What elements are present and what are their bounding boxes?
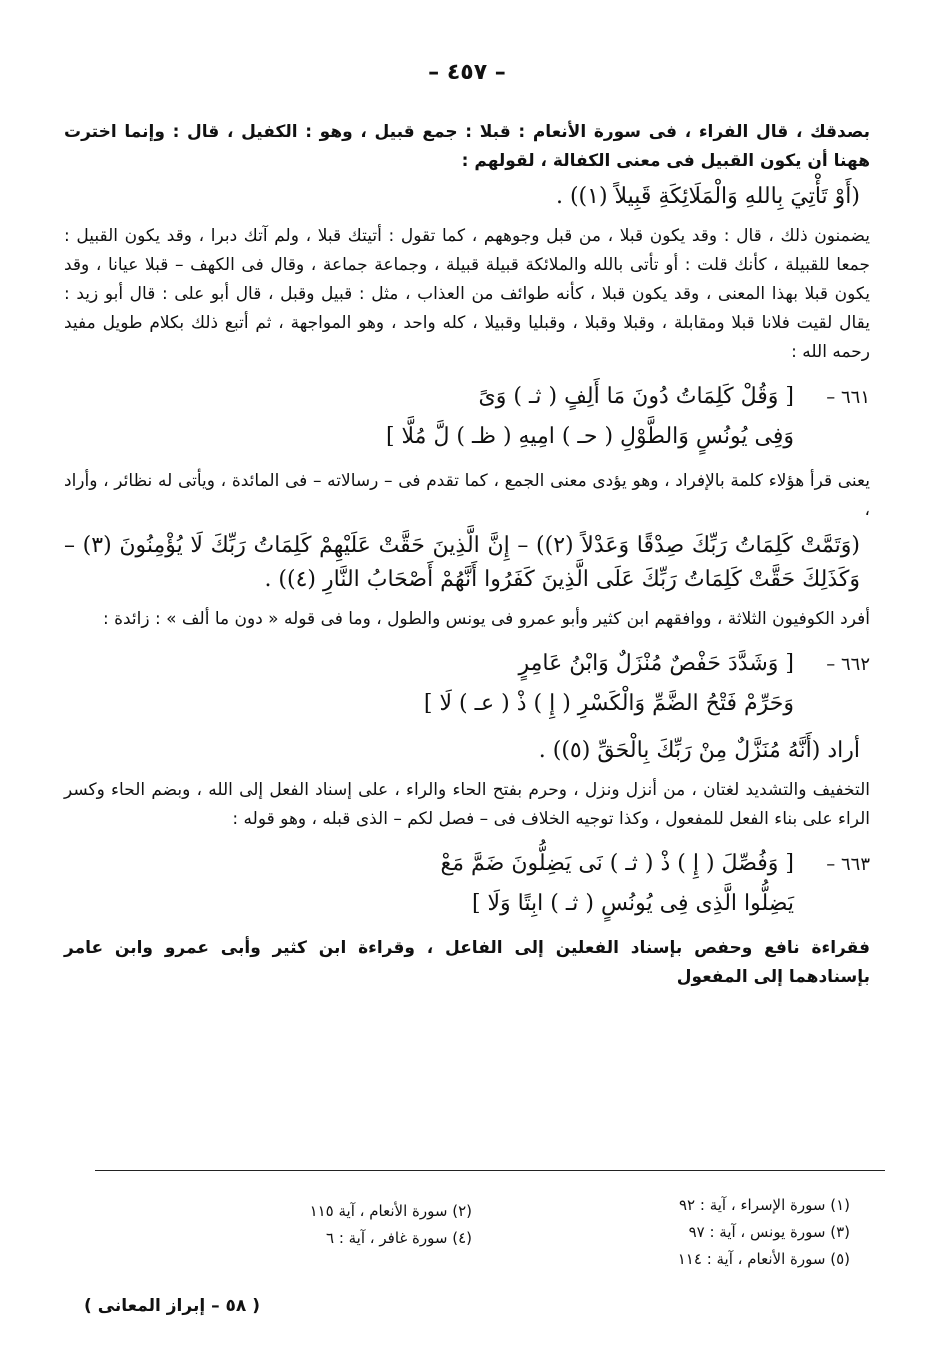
paragraph-6: فقراءة نافع وحفص بإسناد الفعلين إلى الفاعل ، وقراءة ابن كثير وأبى عمرو وابن عامر بإسنادهما إلى المفعول [64, 938, 870, 987]
main-text [64, 118, 870, 996]
footnote-3: (٣) سورة يونس ، آية : ٩٧ [688, 1223, 850, 1241]
verse-text: [ وَشَدَّدَ حَفْصٌ مُنْزَلٌ وَابْنُ عَامِرٍ [518, 651, 794, 676]
lead-word: بصدقك ، قال الفراء ، فى سورة الأنعام : قبلا : جمع قبيل ، وهو : الكفيل ، قال : وإنما اخترت ههنا أن يكون القبيل فى معنى الكفالة ، لقولهم : [64, 122, 870, 171]
verse-number: ٦٦١ – [826, 387, 870, 408]
verse-text: [ وَفُصِّلَ ( إِ ) ذْ ( ثـ ) نَى يَضِلُّونَ ضَمَّ مَعْ [440, 851, 794, 876]
footnote-4: (٤) سورة غافر ، آية : ٦ [325, 1229, 472, 1247]
paragraph-2: يضمنون ذلك ، قال : وقد يكون قبلا ، من قبل وجوههم ، كما تقول : أتيتك قبلا ، ولم آتك دبرا ، وقد يكون القبيل : جمعا للقبيلة ، كأنك قلت : أو تأتى بالله والملائكة قبيلة قبيلة ، وجماعة جماعة ، وقال فى الكهف – قبلا عيانا ، وقد يكون قبلا بهذا المعنى ، وقد يكون قبلا ، كأنه طوائف من العذاب ، مثل : قبيل وقبل ، قال أبو على : قال أبو زيد : يقال لقيت فلانا قبلا ومقابلة ، وقبلا وقبلا ، وقبليا وقبيلا ، كله واحد ، وهو المواجهة ، ثم أتبع ذلك بكلام طويل مفيد رحمه الله : [64, 226, 870, 362]
verse-line: يَضِلُّوا الَّذِى فِى يُونُسٍ ( ثـ ) ابِتًا وَلَا ] [471, 891, 794, 916]
verse-662 [64, 644, 870, 724]
footnote-2: (٢) سورة الأنعام ، آية ١١٥ [309, 1202, 472, 1220]
verse-number: ٦٦٣ – [826, 854, 870, 875]
paragraph-5: التخفيف والتشديد لغتان ، من أنزل ونزل ، وحرم بفتح الحاء والراء ، على إسناد الفعل إلى الله ، وبضم الحاء وكسر الراء على بناء الفعل للمفعول ، وكذا توجيه الخلاف فى – فصل لكم – الذى قبله ، وهو قوله : [64, 780, 870, 829]
footnotes-column-left [310, 1198, 472, 1252]
verse-line: وَفِى يُونُسٍ وَالطَّوْلِ ( حـ ) امِيهِ ( ظـ ) لَّ مُلَّا ] [385, 424, 794, 449]
footnote-divider [95, 1170, 885, 1171]
verse-663 [64, 844, 870, 924]
footnotes-column-right [678, 1192, 850, 1273]
verse-line [64, 377, 870, 417]
verse-line: وَحَرِّمْ فَتْحُ الضَّمِّ وَالْكَسْرِ ( إِ ) ذْ ( عـ ) لَا ] [423, 691, 794, 716]
verse-number: ٦٦٢ – [826, 654, 870, 675]
paragraph-4: أفرد الكوفيون الثلاثة ، ووافقهم ابن كثير وأبو عمرو فى يونس والطول ، وما فى قوله « دون ما ألف » : زائدة : [102, 609, 870, 629]
page-number: – ٤٥٧ – [428, 60, 506, 85]
verse-line [64, 844, 870, 884]
quran-quote-1: (أَوْ تَأْتِيَ بِاللهِ وَالْمَلَائِكَةِ قَبِيلاً (١)) . [555, 184, 860, 209]
verse-line [64, 644, 870, 684]
printer-signature: ( ٥٨ – إبراز المعانى ) [84, 1296, 260, 1316]
verse-661 [64, 377, 870, 457]
quran-quote-3: أراد (أَنَّهُ مُنَزَّلٌ مِنْ رَبِّكَ بِالْحَقِّ (٥)) . [538, 738, 860, 763]
footnote-5: (٥) سورة الأنعام ، آية : ١١٤ [677, 1250, 850, 1268]
paragraph-3: يعنى قرأ هؤلاء كلمة بالإفراد ، وهو يؤدى معنى الجمع ، كما تقدم فى – رسالاته – فى المائدة ، ويأتى له نظائر ، وأراد ، [64, 471, 870, 520]
quran-quote-2: (وَتَمَّتْ كَلِمَاتُ رَبِّكَ صِدْقًا وَعَدْلاً (٢)) – إِنَّ الَّذِينَ حَقَّتْ عَلَيْهِمْ كَلِمَاتُ رَبِّكَ لَا يُؤْمِنُونَ (٣) – وَكَذَلِكَ حَقَّتْ كَلِمَاتُ رَبِّكَ عَلَى الَّذِينَ كَفَرُوا أَنَّهُمْ أَصْحَابُ النَّارِ (٤)) . [64, 533, 861, 592]
verse-text: [ وَقُلْ كَلِمَاتُ دُونَ مَا أَلِفٍ ( ثـ ) وَىً [478, 384, 794, 409]
paragraph-1 [64, 118, 870, 176]
footnote-1: (١) سورة الإسراء ، آية : ٩٢ [679, 1196, 850, 1214]
